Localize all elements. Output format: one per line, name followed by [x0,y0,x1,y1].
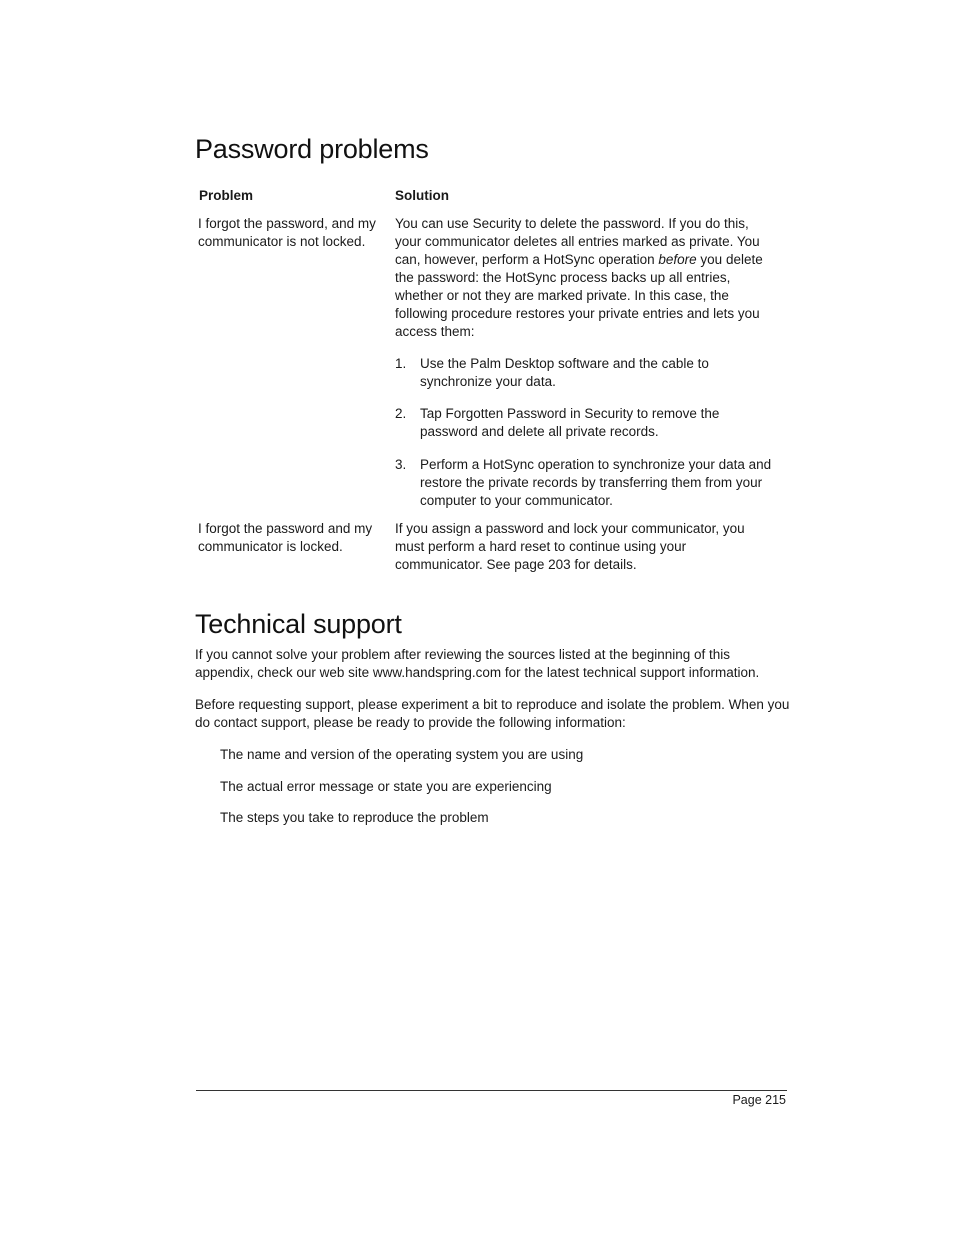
solution-emphasis: before [658,252,697,267]
table-row-1-solution [395,215,775,341]
table-header-solution: Solution [395,188,449,203]
table-header-problem: Problem [199,188,254,203]
tech-support-paragraph-2: Before requesting support, please experiment a bit to reproduce and isolate the problem. When you do contact support, please be ready to provide the following information: [195,697,790,730]
section-title-technical-support: Technical support [195,609,402,639]
step-text: Perform a HotSync operation to synchronize your data and restore the private records by transferring them from your computer to your communicator. [420,457,772,508]
page-number: Page 215 [732,1093,786,1107]
tech-support-paragraph-1: If you cannot solve your problem after reviewing the sources listed at the beginning of this appendix, check our web site www.handspring.com for the latest technical support information. [195,647,760,680]
step-number: 3. [395,457,407,472]
info-list-item: The name and version of the operating system you are using [220,747,584,762]
step-text: Tap Forgotten Password in Security to remove the password and delete all private records. [420,406,720,439]
section-title-password-problems: Password problems [195,134,429,164]
footer-divider [196,1090,787,1091]
info-list-item: The actual error message or state you are experiencing [220,779,552,794]
solution-text-part: You can use Security to delete the password. If you do this, your communicator deletes all entries marked as private. You can, however, perform a HotSync operation [395,216,760,267]
solution-text-part: you delete the password: the HotSync process backs up all entries, whether or not they are marked private. In this case, the following procedure restores your private entries and lets you access them: [395,252,763,339]
table-row-1-problem: I forgot the password, and my communicator is not locked. [198,216,376,249]
table-row-2-problem: I forgot the password and my communicator is locked. [198,521,373,554]
step-number: 2. [395,406,407,421]
table-row-2-solution: If you assign a password and lock your communicator, you must perform a hard reset to continue using your communicator. See page 203 for details. [395,521,745,572]
step-number: 1. [395,356,407,371]
info-list-item: The steps you take to reproduce the problem [220,810,489,825]
step-text: Use the Palm Desktop software and the cable to synchronize your data. [420,356,709,389]
